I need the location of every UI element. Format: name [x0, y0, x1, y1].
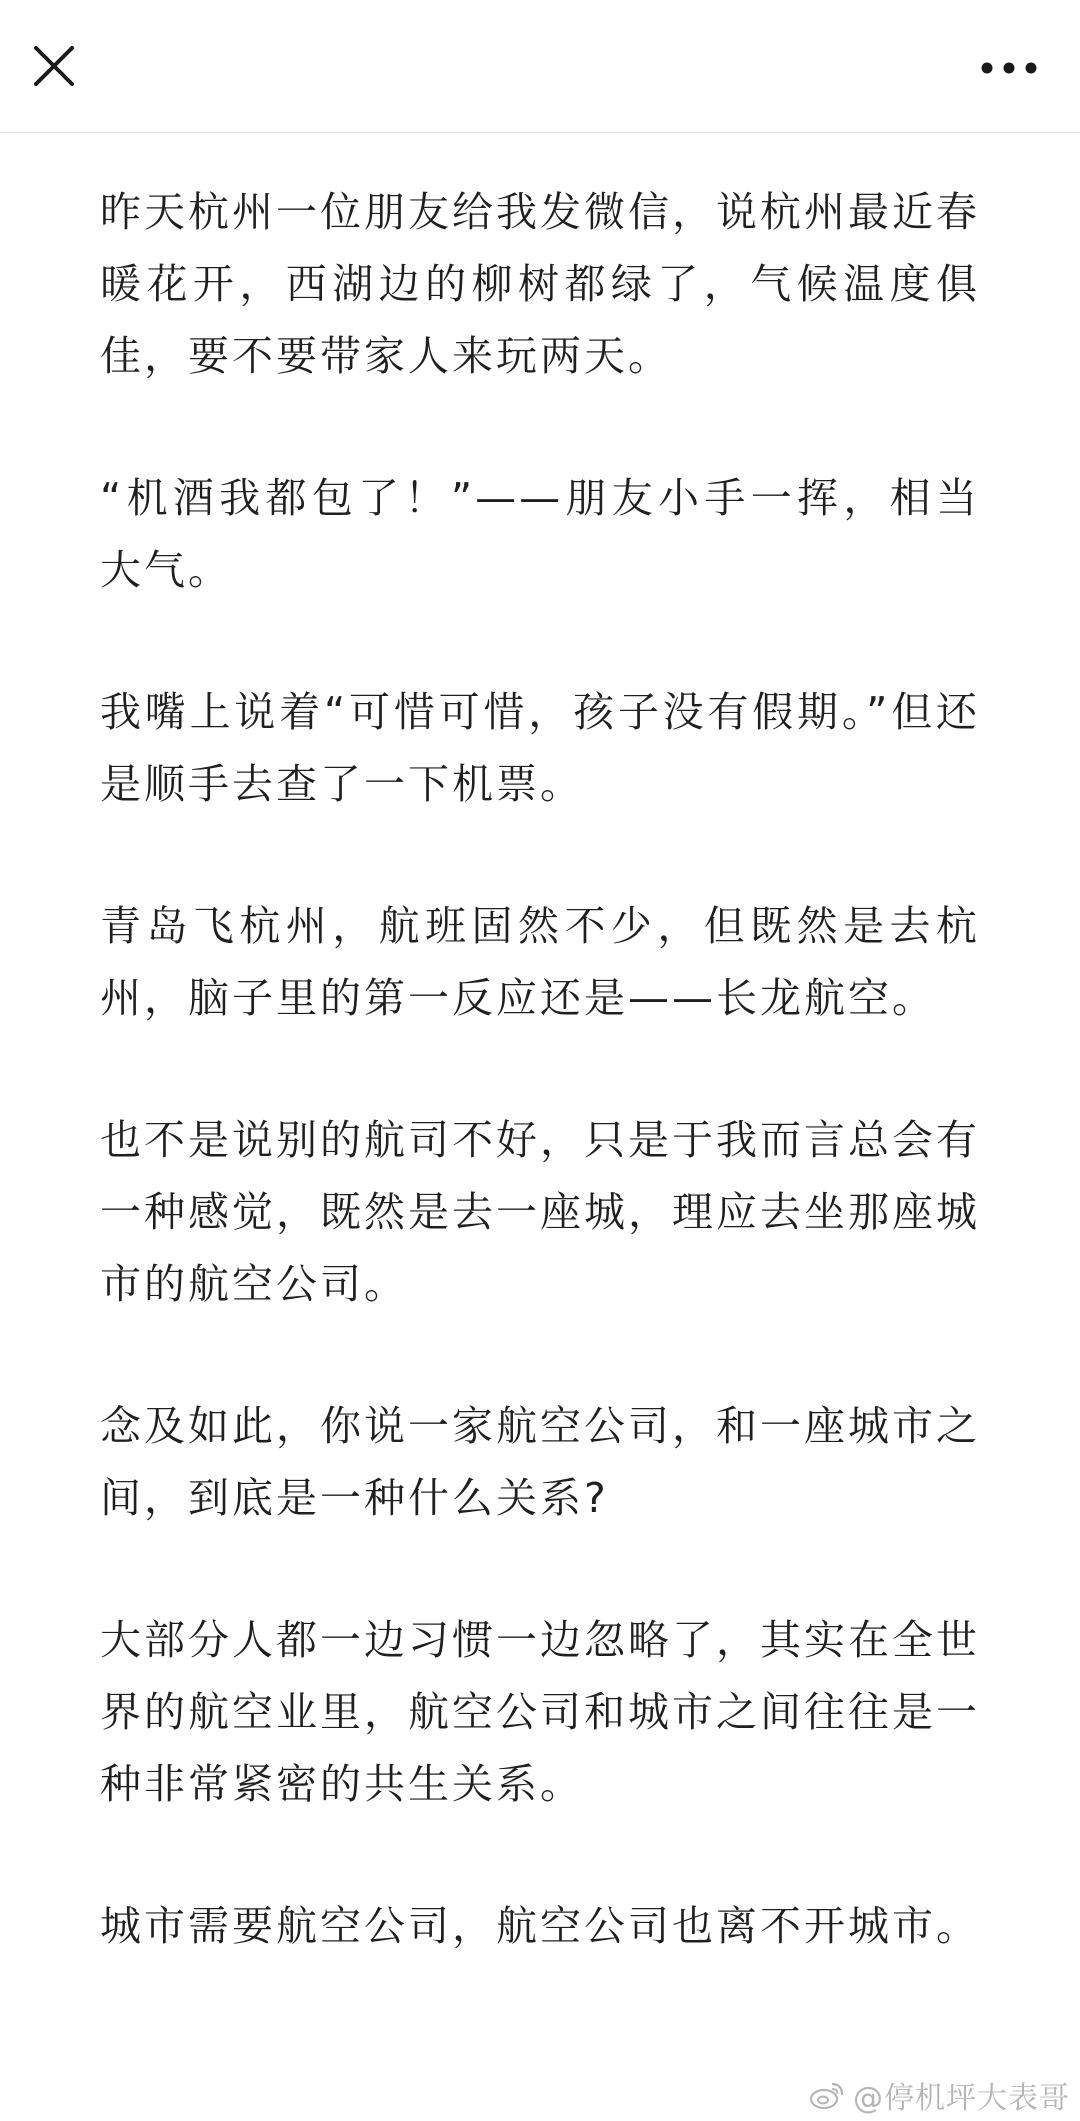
more-options-button[interactable]: [978, 44, 1040, 88]
watermark-text: @停机坪大表哥: [853, 2081, 1070, 2116]
close-icon: [28, 40, 80, 92]
paragraph: 也不是说别的航司不好，只是于我而言总会有一种感觉，既然是去一座城，理应去坐那座城市的航空公司。: [100, 1116, 980, 1308]
article-body: [100, 176, 980, 2032]
paragraph: 昨天杭州一位朋友给我发微信，说杭州最近春暖花开，西湖边的柳树都绿了，气候温度俱佳，要不要带家人来玩两天。: [100, 188, 980, 380]
paragraph: “机酒我都包了！”——朋友小手一挥，相当大气。: [100, 474, 980, 594]
top-navigation-bar: [0, 0, 1080, 133]
paragraph: 念及如此，你说一家航空公司，和一座城市之间，到底是一种什么关系?: [100, 1402, 980, 1522]
close-button[interactable]: [28, 40, 80, 92]
weibo-logo-icon: [809, 2080, 845, 2110]
paragraph: 青岛飞杭州，航班固然不少，但既然是去杭州，脑子里的第一反应还是——长龙航空。: [100, 902, 980, 1022]
paragraph: 大部分人都一边习惯一边忽略了，其实在全世界的航空业里，航空公司和城市之间往往是一种非常紧密的共生关系。: [100, 1616, 980, 1808]
watermark: [809, 2075, 1070, 2115]
paragraph: 我嘴上说着“可惜可惜，孩子没有假期。”但还是顺手去查了一下机票。: [100, 688, 980, 808]
more-horizontal-icon: [978, 44, 1040, 88]
paragraph: 城市需要航空公司，航空公司也离不开城市。: [100, 1902, 980, 1950]
